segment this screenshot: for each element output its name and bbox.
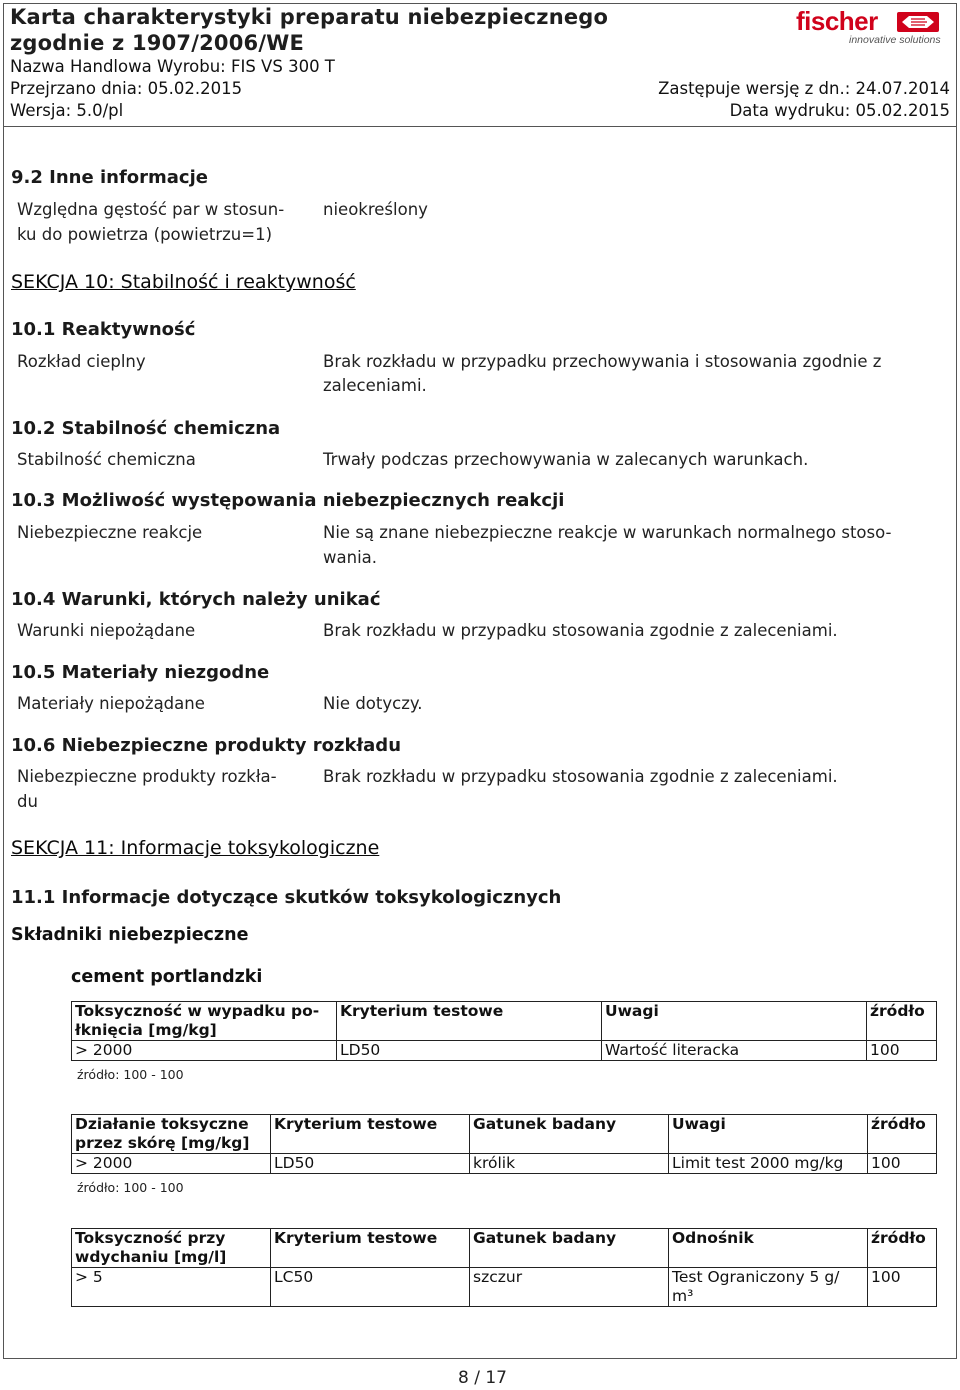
table-header-cell: źródło [867,1002,937,1041]
section-10-2-heading: 10.2 Stabilność chemiczna [11,418,281,439]
table-cell: szczur [470,1268,669,1307]
logo-dowel-icon [897,12,939,32]
table2-source-note: źródło: 100 - 100 [77,1180,184,1195]
table-header-cell: Kryterium testowe [271,1229,470,1268]
dermal-toxicity-table [71,1114,937,1174]
version: Wersja: 5.0/pl [10,101,124,120]
table-header-cell: źródło [868,1229,937,1268]
doc-title-line1: Karta charakterystyki preparatu niebezpiecznego [10,5,609,29]
table-cell: > 5 [72,1268,271,1307]
table-cell: Test Ograniczony 5 g/ m³ [669,1268,868,1307]
table-header-cell: Toksyczność w wypadku po- łknięcia [mg/kg] [72,1002,337,1041]
table-cell: LD50 [337,1041,602,1061]
vapour-density-value: nieokreślony [323,200,428,219]
hazardous-components-heading: Składniki niebezpieczne [11,925,249,945]
table-header-cell: źródło [868,1115,937,1154]
table1-source-note: źródło: 100 - 100 [77,1067,184,1082]
section-10-4-heading: 10.4 Warunki, których należy unikać [11,589,381,610]
section-9-2-heading: 9.2 Inne informacje [11,167,208,188]
section-10-6-heading: 10.6 Niebezpieczne produkty rozkładu [11,735,402,756]
header-separator [3,126,957,127]
chemical-stability-value: Trwały podczas przechowywania w zalecanych warunkach. [323,450,809,469]
decomposition-products-label-2: du [17,792,38,811]
incompatible-materials-value: Nie dotyczy. [323,694,423,713]
table-cell: królik [470,1154,669,1174]
table-header-cell: Działanie toksyczne przez skórę [mg/kg] [72,1115,271,1154]
table-row [72,1041,937,1061]
table-cell: LC50 [271,1268,470,1307]
section-11-1-heading: 11.1 Informacje dotyczące skutków toksykologicznych [11,887,562,908]
inhalation-toxicity-table [71,1228,937,1307]
section-10-5-heading: 10.5 Materiały niezgodne [11,662,270,683]
hazardous-reactions-label: Niebezpieczne reakcje [17,523,203,542]
thermal-decomposition-label: Rozkład cieplny [17,352,146,371]
replaces-version: Zastępuje wersję z dn.: 24.07.2014 [658,79,950,98]
table-header-cell: Gatunek badany [470,1229,669,1268]
table-cell: 100 [868,1268,937,1307]
table-cell: LD50 [271,1154,470,1174]
table-header-row [72,1002,937,1041]
hazardous-reactions-value-2: wania. [323,548,378,567]
fischer-logo [796,6,946,46]
thermal-decomposition-value-1: Brak rozkładu w przypadku przechowywania i stosowania zgodnie z [323,352,882,371]
table-header-cell: Uwagi [602,1002,867,1041]
table-header-cell: Toksyczność przy wdychaniu [mg/l] [72,1229,271,1268]
oral-toxicity-table [71,1001,937,1061]
table-cell: 100 [867,1041,937,1061]
table-row [72,1268,937,1307]
print-date: Data wydruku: 05.02.2015 [729,101,950,120]
table-header-cell: Uwagi [669,1115,868,1154]
vapour-density-label-2: ku do powietrza (powietrzu=1) [17,225,273,244]
trade-name: Nazwa Handlowa Wyrobu: FIS VS 300 T [10,57,335,76]
logo-tagline: innovative solutions [849,34,941,46]
table-cell: > 2000 [72,1154,271,1174]
section-10-heading: SEKCJA 10: Stabilność i reaktywność [11,271,356,293]
decomposition-products-value: Brak rozkładu w przypadku stosowania zgodnie z zaleceniami. [323,767,838,786]
table-header-row [72,1229,937,1268]
substance-name: cement portlandzki [71,967,263,987]
logo-wordmark: fischer [796,6,878,36]
incompatible-materials-label: Materiały niepożądane [17,694,205,713]
table-cell: > 2000 [72,1041,337,1061]
table-header-row [72,1115,937,1154]
table-header-cell: Gatunek badany [470,1115,669,1154]
table-cell: 100 [868,1154,937,1174]
thermal-decomposition-value-2: zaleceniami. [323,376,427,395]
table-row [72,1154,937,1174]
revised-date: Przejrzano dnia: 05.02.2015 [10,79,243,98]
table-header-cell: Kryterium testowe [271,1115,470,1154]
page-number: 8 / 17 [458,1368,507,1388]
section-11-heading: SEKCJA 11: Informacje toksykologiczne [11,837,380,859]
section-10-1-heading: 10.1 Reaktywność [11,319,196,340]
hazardous-reactions-value-1: Nie są znane niebezpieczne reakcje w warunkach normalnego stoso- [323,523,892,542]
section-10-3-heading: 10.3 Możliwość występowania niebezpiecznych reakcji [11,490,565,511]
table-header-cell: Odnośnik [669,1229,868,1268]
table-cell: Wartość literacka [602,1041,867,1061]
chemical-stability-label: Stabilność chemiczna [17,450,196,469]
vapour-density-label-1: Względna gęstość par w stosun- [17,200,285,219]
conditions-to-avoid-value: Brak rozkładu w przypadku stosowania zgodnie z zaleceniami. [323,621,838,640]
table-header-cell: Kryterium testowe [337,1002,602,1041]
doc-title-line2: zgodnie z 1907/2006/WE [10,31,305,55]
table-cell: Limit test 2000 mg/kg [669,1154,868,1174]
conditions-to-avoid-label: Warunki niepożądane [17,621,196,640]
decomposition-products-label-1: Niebezpieczne produkty rozkła- [17,767,277,786]
